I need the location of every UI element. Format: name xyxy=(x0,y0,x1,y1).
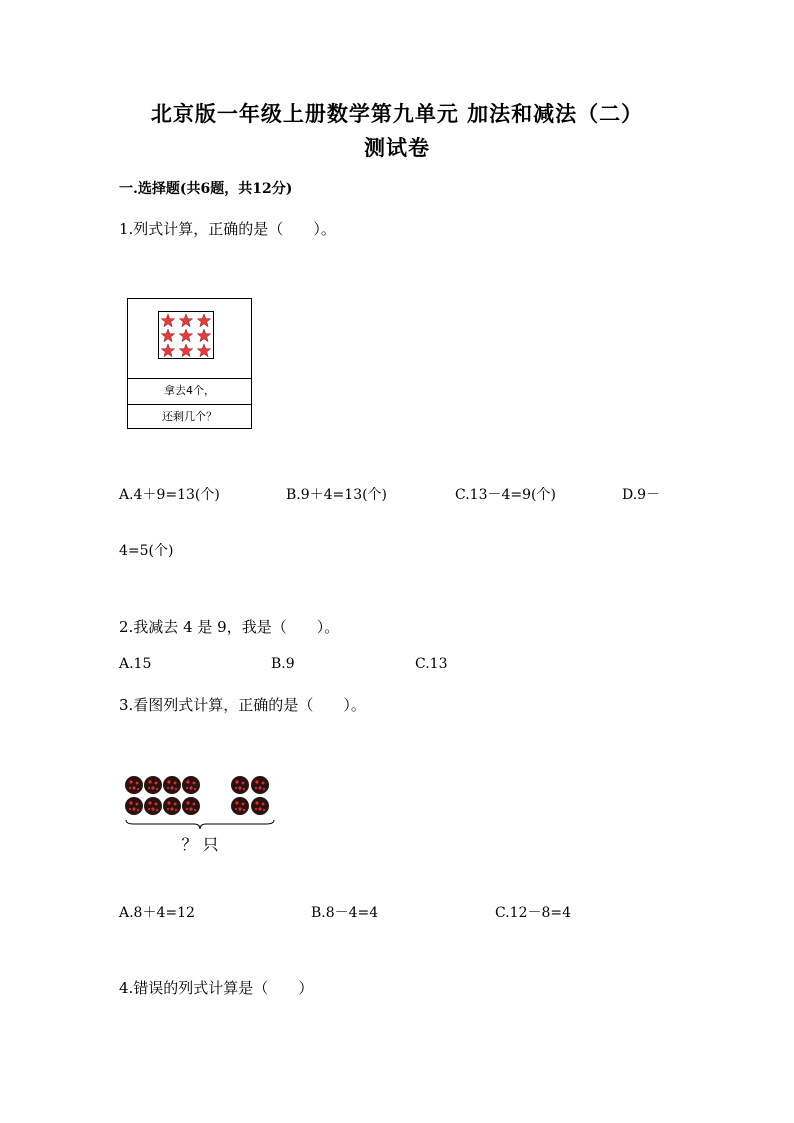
figure-caption-remain: 还剩几个？ xyxy=(162,410,217,423)
question-3-figure xyxy=(120,770,280,860)
q2-option-b[interactable]: B.9 xyxy=(271,656,295,672)
star-icon xyxy=(161,314,174,327)
q2-option-a[interactable]: A.15 xyxy=(119,656,152,672)
ball-icon xyxy=(231,797,249,815)
q3-option-c[interactable]: C.12－8=4 xyxy=(495,905,572,921)
brace-icon xyxy=(126,820,274,829)
star-icon xyxy=(179,344,192,357)
star-picture xyxy=(128,299,251,379)
q1-option-a[interactable]: A.4＋9=13(个) xyxy=(119,487,220,503)
star-icon xyxy=(179,329,192,342)
ball-icon xyxy=(182,776,200,794)
ball-icon xyxy=(144,797,162,815)
ball-icon xyxy=(125,776,143,794)
figure-caption-take: 拿去4个， xyxy=(128,378,251,405)
question-1-figure xyxy=(127,298,252,429)
q1-option-b[interactable]: B.9＋4=13(个) xyxy=(286,487,388,503)
ball-icon xyxy=(251,776,269,794)
q3-option-a[interactable]: A.8＋4=12 xyxy=(119,905,195,921)
star-frame xyxy=(158,311,214,359)
star-icon xyxy=(161,344,174,357)
question-4-stem: 4.错误的列式计算是（ ） xyxy=(119,979,314,997)
section-heading: 一.选择题(共6题，共12分) xyxy=(119,181,293,197)
q1-option-d-wrap[interactable]: 4=5(个) xyxy=(119,543,174,559)
ball-icon xyxy=(163,776,181,794)
total-question-label: ？ 只 xyxy=(181,835,219,854)
ball-icon xyxy=(251,797,269,815)
q3-option-b[interactable]: B.8－4=4 xyxy=(311,905,379,921)
question-3-stem: 3.看图列式计算，正确的是（ ）。 xyxy=(119,696,366,714)
ball-icon xyxy=(231,776,249,794)
star-icon xyxy=(161,329,174,342)
question-2-stem: 2.我减去 4 是 9，我是（ ）。 xyxy=(119,618,340,636)
q1-option-c[interactable]: C.13－4=9(个) xyxy=(455,487,556,503)
question-1-stem: 1.列式计算，正确的是（ ）。 xyxy=(119,220,336,238)
star-icon xyxy=(197,344,210,357)
balls-picture xyxy=(120,770,280,832)
star-icon xyxy=(197,314,210,327)
star-icon xyxy=(179,314,192,327)
page-title: 北京版一年级上册数学第九单元 加法和减法（二） xyxy=(150,101,644,126)
ball-icon xyxy=(125,797,143,815)
page-subtitle: 测试卷 xyxy=(364,135,430,160)
ball-icon xyxy=(163,797,181,815)
star-icon xyxy=(197,329,210,342)
ball-icon xyxy=(182,797,200,815)
stars-grid xyxy=(159,312,213,358)
ball-icon xyxy=(144,776,162,794)
q1-option-d[interactable]: D.9－ xyxy=(622,487,661,503)
q2-option-c[interactable]: C.13 xyxy=(415,656,448,672)
